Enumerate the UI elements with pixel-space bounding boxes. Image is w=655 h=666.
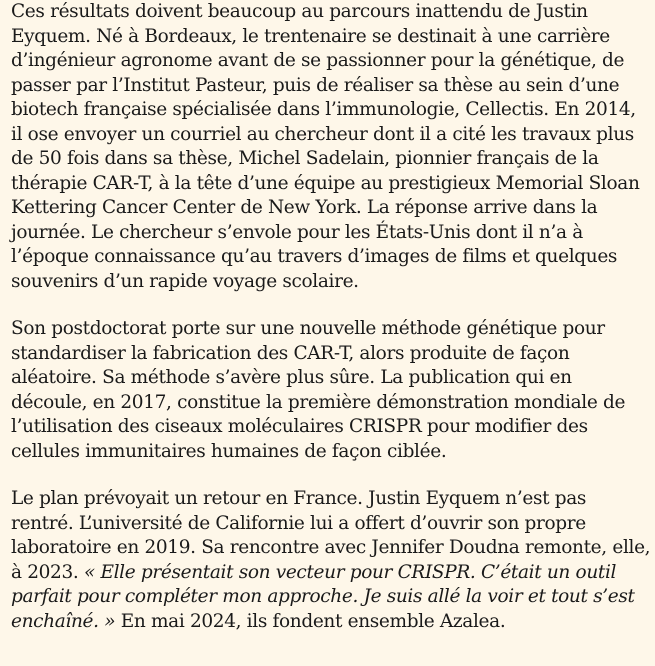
- paragraph-2: Son postdoctorat porte sur une nouvelle méthode génétique pour standardiser la fabrication des CAR-T, alors produite de façon aléatoire. Sa méthode s’avère plus sûre. La publication qui en découle, en 2017, constitue la première démonstration mondiale de l’utilisation des ciseaux moléculaires CRISPR pour modifier des cellules immunitaires humaines de façon ciblée.: [11, 318, 626, 462]
- paragraph-3: [11, 487, 651, 634]
- paragraph-3-ending: En mai 2024, ils fondent ensemble Azalea.: [115, 610, 506, 632]
- paragraph-1: Ces résultats doivent beaucoup au parcours inattendu de Justin Eyquem. Né à Bordeaux, le trentenaire se destinait à une carrière d’ingénieur agronome avant de se passionner pour la génétique, de passer par l’Institut Pasteur, puis de réaliser sa thèse au sein d’une biotech française spécialisée dans l’immunologie, Cellectis. En 2014, il ose envoyer un courriel au chercheur dont il a cité les travaux plus de 50 fois dans sa thèse, Michel Sadelain, pionnier français de la thérapie CAR-T, à la tête d’une équipe au prestigieux Memorial Sloan Kettering Cancer Center de New York. La réponse arrive dans la journée. Le chercheur s’envole pour les États-Unis dont il n’a à l’époque connaissance qu’au travers d’images de films et quelques souvenirs d’un rapide voyage scolaire.: [11, 1, 640, 292]
- quote: « Elle présentait son vecteur pour CRISPR. C’était un outil parfait pour compléter mon approche. Je suis allé la voir et tout s’est enchaîné. »: [11, 561, 635, 632]
- article-body: [11, 0, 651, 634]
- paragraph-3-text: Le plan prévoyait un retour en France. Justin Eyquem n’est pas rentré. L’université de Californie lui a offert d’ouvrir son propre laboratoire en 2019. Sa rencontre avec Jennifer Doudna remonte, elle, à 2023.: [11, 488, 651, 583]
